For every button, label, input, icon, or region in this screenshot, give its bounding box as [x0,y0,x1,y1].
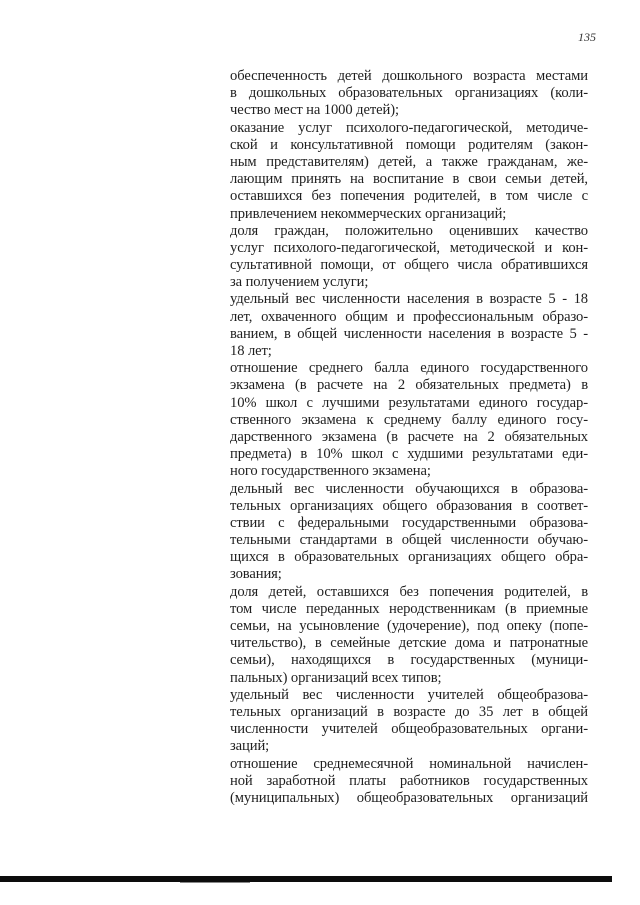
page-number: 135 [578,30,596,44]
text-line: привлечением некоммерческих организаций; [230,205,507,222]
text-line: семьи), находящихся в государственных (муници- [230,652,588,669]
text-line: ным представителям) детей, а также гражданам, же- [230,153,588,170]
text-line: дельный вес численности обучающихся в образова- [230,480,588,497]
text-line: в дошкольных образовательных организациях (коли- [230,85,588,102]
text-line: удельный вес численности учителей общеобразова- [230,686,588,703]
text-line: ного государственного экзамена; [230,463,431,480]
text-line: лет, охваченного общим и профессиональным образо- [230,308,588,325]
text-line: ванием, в общей численности населения в возрасте 5 - [230,325,588,342]
text-line: доля детей, оставшихся без попечения родителей, в [230,583,588,600]
text-line: лающим принять на воспитание в свои семьи детей, [230,171,588,188]
text-line: сультативной помощи, от общего числа обратившихся [230,257,588,274]
text-line: 18 лет; [230,343,272,359]
text-line: тельных организациях общего образования в соответ- [230,497,588,514]
document-body [230,68,588,807]
text-line: пальных) организаций всех типов; [230,669,442,686]
text-line: ной заработной платы работников государственных [230,772,588,789]
text-line: том числе переданных неродственникам (в приемные [230,600,588,617]
text-line: дарственного экзамена (в расчете на 2 обязательных [230,428,588,445]
text-line: доля граждан, положительно оценивших качество [230,222,588,239]
text-line: 10% школ с лучшими результатами единого государ- [230,394,588,411]
text-line: тельными стандартами в общей численности обучаю- [230,532,588,549]
text-line: услуг психолого-педагогической, методической и кон- [230,239,588,256]
text-line: зования; [230,566,282,583]
text-line: обеспеченность детей дошкольного возраста местами [230,68,588,84]
text-line: оказание услуг психолого-педагогической, методиче- [230,119,588,136]
text-line: за получением услуги; [230,274,369,291]
text-line: чительство), в семейные детские дома и патронатные [230,635,588,652]
text-line: удельный вес численности населения в возрасте 5 - 18 [230,291,588,308]
scan-edge-bar [0,876,612,882]
text-line: экзамена (в расчете на 2 обязательных предмета) в [230,377,588,394]
text-line: семьи, на усыновление (удочерение), под опеку (попе- [230,618,588,634]
text-line: предмета) в 10% школ с худшими результатами еди- [230,446,588,463]
text-line: чество мест на 1000 детей); [230,102,399,119]
text-line: ской и консультативной помощи родителям (закон- [230,136,588,153]
text-line: ствии с федеральными государственными образова- [230,514,588,531]
text-line: оставшихся без попечения родителей, в том числе с [230,188,588,205]
text-line: отношение среднемесячной номинальной начислен- [230,755,588,772]
text-line: ственного экзамена к среднему баллу единого госу- [230,411,588,428]
text-line: отношение среднего балла единого государственного [230,360,588,377]
text-line: численности учителей общеобразовательных органи- [230,721,588,738]
text-line: тельных организаций в возрасте до 35 лет в общей [230,703,588,720]
text-line: заций; [230,738,270,755]
text-line: (муниципальных) общеобразовательных организаций [230,789,588,806]
text-line: щихся в образовательных организациях общего обра- [230,549,588,566]
